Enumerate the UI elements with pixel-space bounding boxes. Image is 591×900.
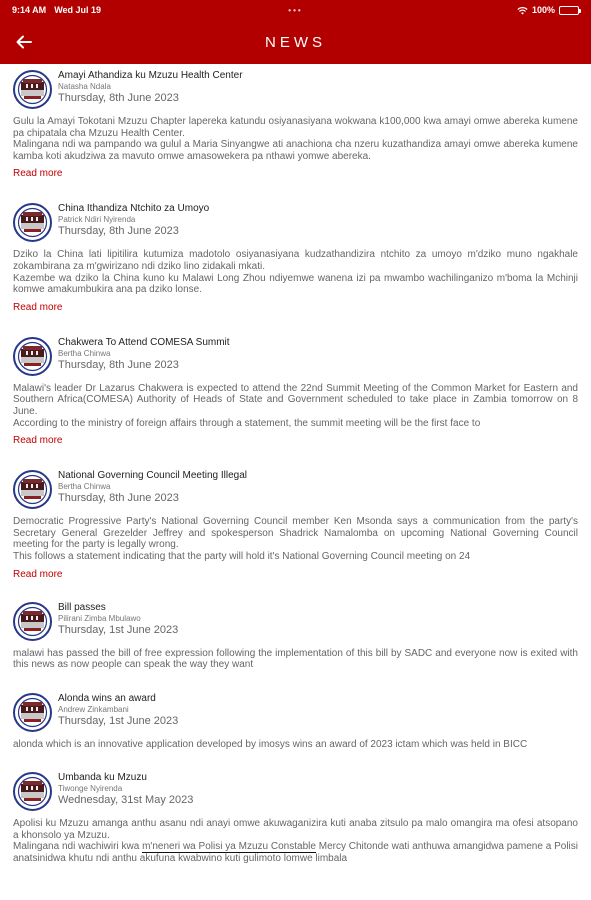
news-date: Thursday, 8th June 2023 (58, 92, 179, 104)
news-meta (58, 201, 209, 238)
news-meta (58, 335, 230, 372)
news-source-logo (13, 693, 52, 732)
news-paragraph: According to the ministry of foreign affairs through a statement, the summit meeting will be the first face to (13, 417, 481, 429)
news-item-header (13, 335, 578, 381)
news-title: National Governing Council Meeting Illegal (58, 470, 247, 482)
news-paragraph: This follows a statement indicating that the party will hold it's National Governing Council meeting on 24 (13, 550, 471, 562)
news-paragraph: malawi has passed the bill of free expression following the implementation of this bill by SADC and everyone now is exited with this news as now people can speak the way they want (13, 647, 578, 671)
news-paragraph: Kazembe wa dziko la China kuno ku Malawi Long Zhou ndiyemwe wanena izi pa mwambo wachilinganizo m'boma la Mchinji komwe amakumbukira ana pa dziko lonse. (13, 272, 578, 296)
news-title: Alonda wins an award (58, 692, 156, 704)
paragraph-text: Mercy Chitonde wati anthuwa amangidwa pamene a Polisi anatsinidwa khutu ndi anthu akufuna kwabwino kuti gulimoto lomwe limbala (13, 841, 579, 865)
news-body (13, 383, 578, 429)
news-author: Pilirani Zimba Mbulawo (58, 613, 141, 623)
news-paragraph: Gulu la Amayi Tokotani Mzuzu Chapter lapereka katundu osiyanasiyana wokwana k100,000 kwa amayi omwe abereka kumene pa chipatala cha Mzuzu Health Center. (13, 116, 578, 139)
news-item-header (13, 770, 578, 816)
status-bar (0, 0, 591, 20)
news-author: Andrew Zinkambani (58, 704, 129, 714)
news-author: Tiwonge Nyirenda (58, 784, 123, 794)
news-list[interactable] (0, 64, 591, 900)
news-paragraph: Democratic Progressive Party's National Governing Council member Ken Msonda says a communication from the party's Secretary General Grezelder Jeffrey and spokesperson Shadrick Namalomba on upcoming National Governing Council meeting for the party is legally wrong. (13, 516, 578, 551)
status-date: Wed Jul 19 (54, 5, 102, 15)
news-date: Thursday, 1st June 2023 (58, 623, 179, 636)
read-more-link[interactable]: Read more (13, 568, 63, 580)
news-date: Thursday, 8th June 2023 (58, 358, 179, 371)
news-paragraph: Dziko la China lati lipitilira kutumiza madotolo osiyanasiyana kudzathandizira ntchito za umoyo m'dziko muno ngakhale zokambirana za m'gwirizano ndi dziko lino zidakali mkati. (13, 249, 578, 272)
news-meta (58, 770, 193, 807)
news-body (13, 648, 578, 671)
news-body (13, 516, 578, 562)
news-item-header (13, 468, 578, 514)
news-author: Patrick Ndiri Nyirenda (58, 215, 136, 225)
news-paragraph (13, 841, 578, 864)
underlined-text: m'neneri wa Polisi ya Mzuzu Constable (142, 841, 316, 853)
back-arrow-icon[interactable] (12, 30, 36, 54)
news-item[interactable] (0, 766, 591, 864)
news-author: Natasha Ndala (58, 82, 111, 91)
paragraph-text: Malingana ndi wachiwiri kwa (13, 841, 143, 853)
news-source-logo (13, 203, 52, 242)
news-title: Bill passes (58, 601, 106, 613)
news-meta (58, 468, 247, 505)
battery-icon (559, 6, 579, 15)
news-source-logo (13, 602, 52, 641)
status-time: 9:14 AM (12, 5, 47, 15)
news-item[interactable] (0, 687, 591, 751)
read-more-link[interactable]: Read more (13, 301, 63, 313)
news-date: Wednesday, 31st May 2023 (58, 794, 194, 807)
news-meta (58, 600, 178, 637)
read-more-link[interactable]: Read more (13, 168, 63, 180)
news-meta (58, 68, 243, 105)
news-item[interactable] (0, 596, 591, 671)
news-item-header (13, 691, 578, 737)
news-item[interactable] (0, 464, 591, 579)
news-meta (58, 691, 178, 728)
news-title: China Ithandiza Ntchito za Umoyo (58, 203, 210, 215)
news-item-header (13, 600, 578, 646)
news-author: Bertha Chinwa (58, 348, 111, 358)
news-paragraph: Malingana ndi wa pampando wa gulul a Maria Sinyangwe ati anachiona cha nzeru kuzathandiza amayi omwe abereka kumene kamba koti akudziwa za mavuto omwe amasowekera pa nthawi yomwe abereka. (13, 139, 578, 162)
news-item-header (13, 201, 578, 247)
news-title: Amayi Athandiza ku Mzuzu Health Center (58, 70, 243, 81)
news-title: Umbanda ku Mzuzu (58, 772, 147, 784)
battery-percent: 100% (531, 5, 555, 15)
news-item[interactable] (0, 64, 591, 179)
news-body (13, 818, 578, 864)
app-bar (0, 20, 591, 64)
news-source-logo (13, 337, 52, 376)
news-body (13, 739, 578, 751)
news-source-logo (13, 470, 52, 509)
wifi-icon (517, 6, 528, 15)
news-paragraph: Malawi's leader Dr Lazarus Chakwera is expected to attend the 22nd Summit Meeting of the Common Market for Eastern and Southern Africa(COMESA) Authority of Heads of State and Government scheduled to take place in Zambia tomorrow on 8 June. (13, 382, 578, 417)
news-paragraph: Apolisi ku Mzuzu amanga anthu asanu ndi anayi omwe akuwaganizira kuti anaba zitsulo pa malo omangira ma ofesi atsopano a khonsolo ya Mzuzu. (13, 818, 578, 841)
page-title: NEWS (265, 33, 326, 51)
news-item[interactable] (0, 197, 591, 312)
news-body (13, 249, 578, 295)
news-item-header (13, 68, 578, 114)
multitask-dots-icon[interactable]: ••• (288, 5, 303, 15)
news-date: Thursday, 1st June 2023 (58, 714, 179, 727)
news-source-logo (13, 772, 52, 811)
read-more-link[interactable]: Read more (13, 435, 63, 447)
news-paragraph: alonda which is an innovative application developed by imosys wins an award of 2023 ictam which was held in BICC (13, 738, 528, 750)
news-title: Chakwera To Attend COMESA Summit (58, 336, 230, 348)
news-body (13, 116, 578, 162)
news-date: Thursday, 8th June 2023 (58, 492, 179, 505)
news-author: Bertha Chinwa (58, 482, 111, 492)
news-date: Thursday, 8th June 2023 (58, 225, 179, 238)
news-item[interactable] (0, 331, 591, 446)
news-source-logo (13, 70, 52, 109)
